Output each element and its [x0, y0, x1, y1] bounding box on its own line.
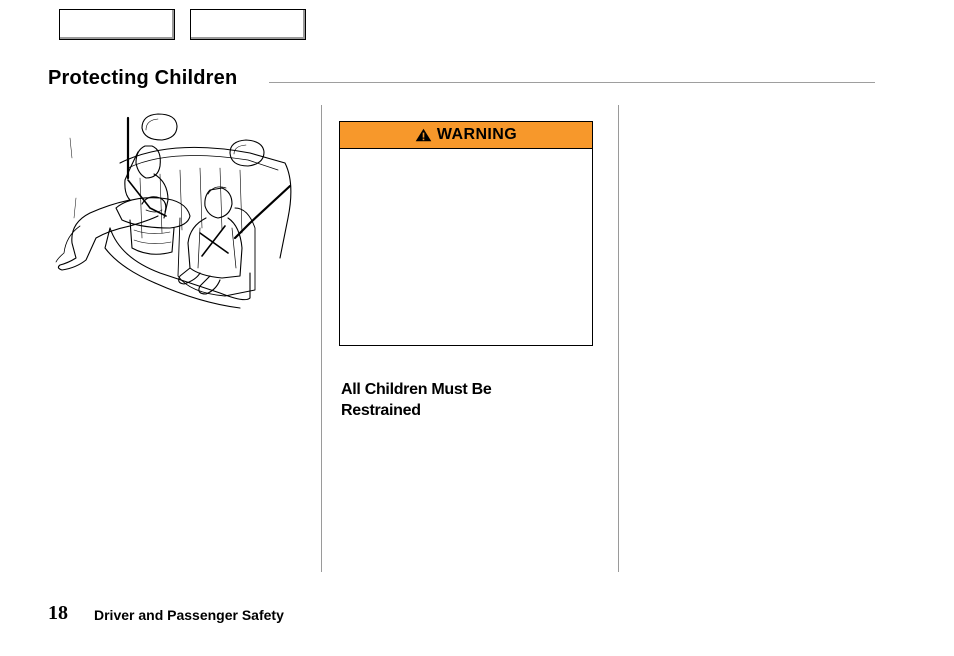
nav-button-2[interactable] [190, 9, 306, 40]
subheading [341, 379, 591, 421]
page-number: 18 [48, 602, 68, 624]
title-rule [269, 82, 875, 83]
page-title: Protecting Children [48, 67, 238, 89]
chapter-title: Driver and Passenger Safety [94, 607, 284, 623]
children-in-rear-seat-illustration [50, 108, 306, 313]
warning-box [339, 121, 593, 346]
column-divider-right [618, 105, 619, 572]
warning-label: WARNING [436, 126, 518, 143]
column-divider-left [321, 105, 322, 572]
subheading-line-1: All Children Must Be [341, 381, 492, 398]
subheading-line-2: Restrained [341, 402, 421, 419]
nav-button-1[interactable] [59, 9, 175, 40]
warning-triangle-icon [415, 128, 432, 142]
warning-header [340, 122, 592, 149]
